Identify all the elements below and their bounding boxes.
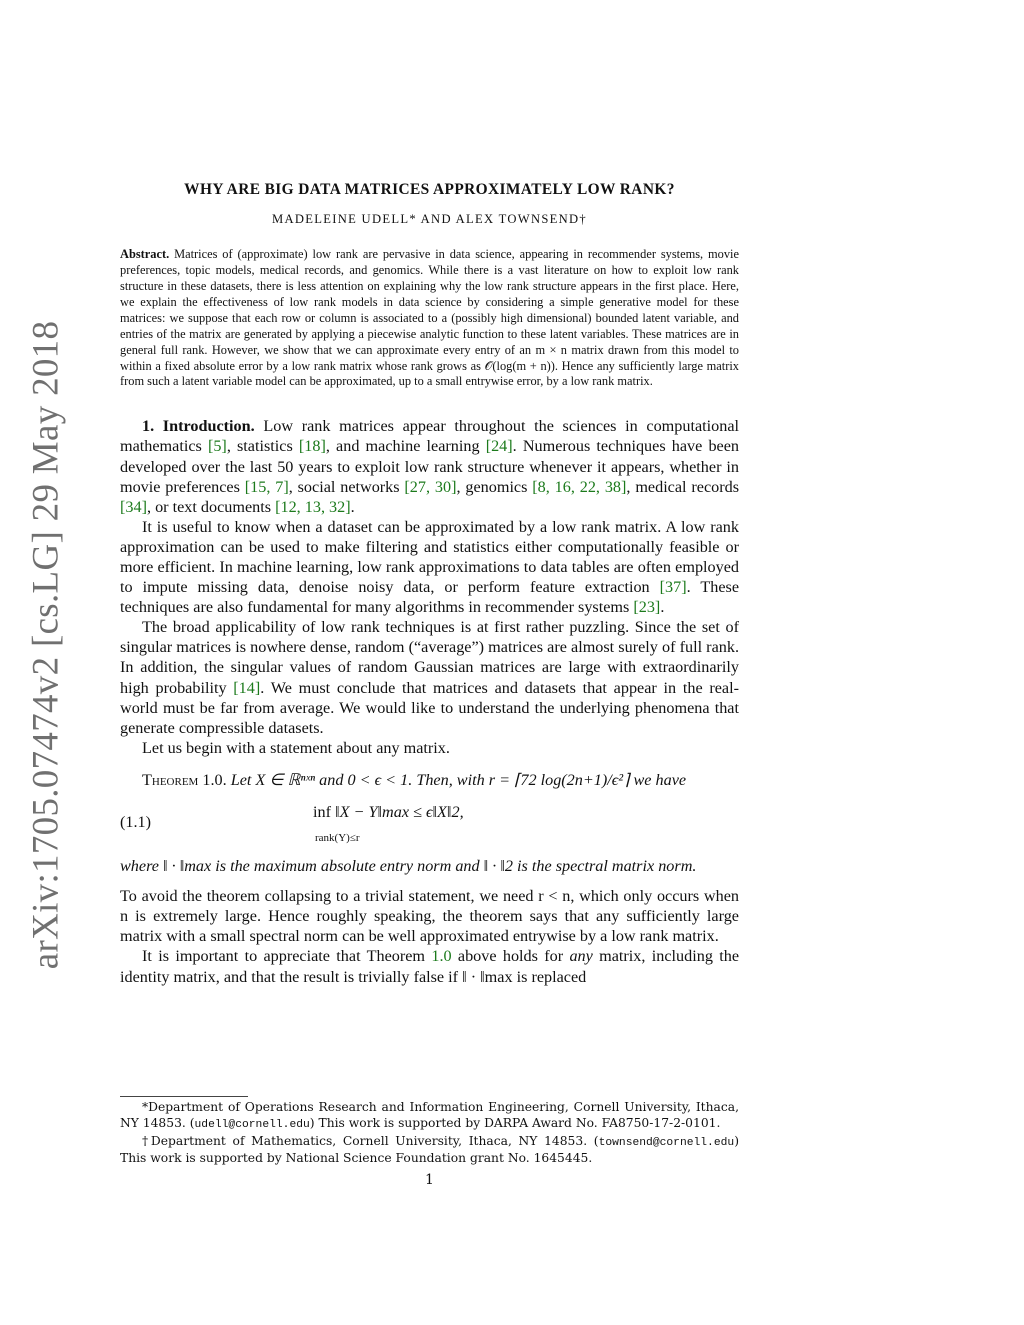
equation-1-1: [120, 798, 739, 856]
theorem-reference-link[interactable]: 1.0: [431, 947, 452, 966]
intro-paragraph-1: 1. Introduction. Low rank matrices appear throughout the sciences in computational mathematics [5], statistics [18], and machine learning [24]. Numerous techniques have been developed over the last 50 years to exploit low rank structure whenever it appears, whether in movie preferences [15, 7], social networks [27, 30], genomics [8, 16, 22, 38], medical records [34], or text documents [12, 13, 32].: [120, 417, 740, 516]
citation-link[interactable]: [23]: [633, 598, 661, 617]
citation-link[interactable]: [14]: [233, 678, 261, 697]
footnote-divider: [120, 1096, 248, 1097]
equation-number: (1.1): [120, 813, 152, 832]
intro-paragraph-4: Let us begin with a statement about any matrix.: [142, 738, 450, 757]
citation-link[interactable]: [15, 7]: [244, 477, 289, 496]
theorem-text: Let X ∈ ℝⁿˣⁿ and 0 < ϵ < 1. Then, with r = ⌈72 log(2n+1)/ϵ²⌉ we have: [230, 770, 687, 789]
citation-link[interactable]: [37]: [659, 578, 687, 597]
section-heading: 1. Introduction.: [142, 417, 255, 436]
intro-paragraph-2: It is useful to know when a dataset can be approximated by a low rank matrix. A low rank approximation can be used to make filtering and statistics either computationally feasible or more efficient. In machine learning, low rank approximations to data tables are often employed to impute missing data, denoise noisy data, or perform feature extraction [37]. These techniques are also fundamental for many algorithms in recommender systems [23].: [120, 517, 740, 617]
abstract-text: Matrices of (approximate) low rank are pervasive in data science, appearing in recommender systems, movie preferences, topic models, medical records, and genomics. While there is a vast literature on how to exploit low rank structure in these datasets, there is less attention on explaining why the low rank structure appears in the first place. Here, we explain the effectiveness of low rank models in data science by considering a simple generative model for these matrices: we suppose that each row or column is associated to a (possibly high dimensional) bounded latent variable, and entries of the matrix are generated by applying a piecewise analytic function to these latent variables. These matrices are in general full rank. However, we show that we can approximate every entry of an m × n matrix drawn from this model to within a fixed absolute error by a low rank matrix whose rank grows as 𝒪(log(m + n)). Hence any sufficiently large matrix from such a latent variable model can be approximated, up to a small entrywise error, by a low rank matrix.: [120, 247, 739, 389]
footnote-udell: *Department of Operations Research and Information Engineering, Cornell University, Ithaca, NY 14853. (udell@cornell.edu) This work is supported by DARPA Award No. FA8750-17-2-0101.: [120, 1100, 739, 1131]
equation-body: inf ‖X − Y‖max ≤ ϵ‖X‖2,: [313, 803, 464, 822]
page-number: 1: [425, 1172, 434, 1188]
citation-link[interactable]: [24]: [485, 437, 513, 456]
equation-subscript: rank(Y)≤r: [315, 832, 360, 845]
paper-page: [120, 180, 739, 987]
footnotes: [120, 1096, 739, 1167]
abstract: [120, 247, 739, 390]
theorem-after: where ‖ · ‖max is the maximum absolute entry norm and ‖ · ‖2 is the spectral matrix norm.: [120, 857, 697, 876]
theorem-label: Theorem 1.0.: [142, 770, 227, 789]
paragraph-5: To avoid the theorem collapsing to a trivial statement, we need r < n, which only occurs when n is extremely large. Hence roughly speaking, the theorem says that any sufficiently large matrix with a small spectral norm can be well approximated entrywise by a low rank matrix.: [120, 887, 739, 946]
arxiv-identifier: arXiv:1705.07474v2 [cs.LG] 29 May 2018: [25, 320, 67, 970]
paper-title: WHY ARE BIG DATA MATRICES APPROXIMATELY LOW RANK?: [184, 181, 675, 198]
citation-link[interactable]: [5]: [207, 437, 227, 456]
paragraph-6: It is important to appreciate that Theorem 1.0 above holds for any matrix, including the identity matrix, and that the result is trivially false if ‖ · ‖max is replaced: [120, 947, 739, 986]
citation-link[interactable]: [27, 30]: [404, 477, 457, 496]
citation-link[interactable]: [18]: [298, 437, 326, 456]
paper-authors: MADELEINE UDELL* AND ALEX TOWNSEND†: [271, 212, 588, 227]
footnote-townsend: †Department of Mathematics, Cornell University, Ithaca, NY 14853. (townsend@cornell.edu) This work is supported by National Science Foundation grant No. 1645445.: [120, 1133, 739, 1166]
abstract-label: Abstract.: [120, 247, 170, 262]
email-link[interactable]: townsend@cornell.edu: [598, 1136, 735, 1149]
email-link[interactable]: udell@cornell.edu: [194, 1118, 310, 1131]
citation-link[interactable]: [8, 16, 22, 38]: [532, 477, 627, 496]
intro-paragraph-3: The broad applicability of low rank techniques is at first rather puzzling. Since the set of singular matrices is nowhere dense, random (“average”) matrices are almost surely of full rank. In addition, the singular values of random Gaussian matrices are large with extraordinarily high probability [14]. We must conclude that matrices and datasets that appear in the real-world must be far from average. We would like to understand the underlying phenomena that generate compressible datasets.: [120, 618, 740, 737]
citation-link[interactable]: [12, 13, 32]: [275, 497, 351, 516]
arxiv-sidebar: [23, 320, 69, 970]
theorem-statement: [120, 770, 739, 790]
citation-link[interactable]: [34]: [120, 497, 147, 516]
